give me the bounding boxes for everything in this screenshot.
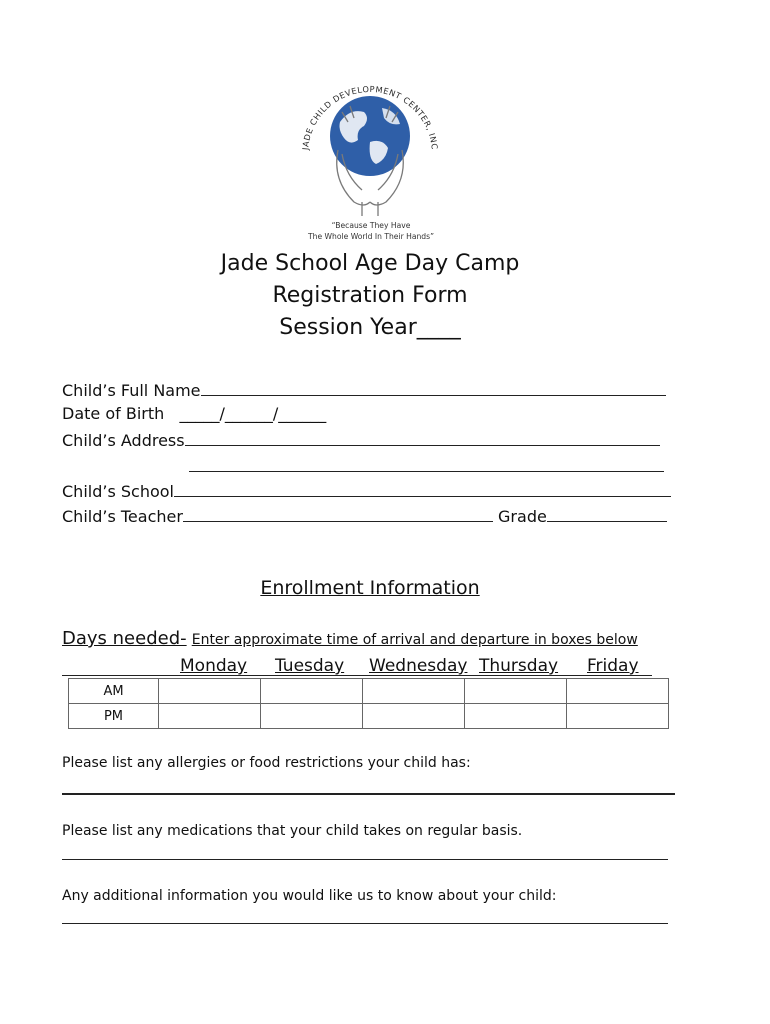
dob-field xyxy=(62,404,326,424)
days-needed-row xyxy=(62,628,638,649)
grade-label: Grade xyxy=(498,507,547,526)
days-underline-left xyxy=(62,675,178,676)
day-header-tuesday: Tuesday xyxy=(275,656,345,676)
allergies-question: Please list any allergies or food restrictions your child has: xyxy=(62,755,471,771)
days-needed-label: Days needed- xyxy=(62,628,187,649)
enrollment-heading: Enrollment Information xyxy=(260,577,480,599)
row-label-pm: PM xyxy=(69,704,159,729)
cell-am-monday[interactable] xyxy=(159,679,261,704)
additional-info-question: Any additional information you would like us to know about your child: xyxy=(62,888,557,904)
school-field xyxy=(62,480,671,502)
medications-question: Please list any medications that your child takes on regular basis. xyxy=(62,823,523,839)
day-header-wednesday: Wednesday xyxy=(369,656,468,676)
row-label-am: AM xyxy=(69,679,159,704)
cell-am-thursday[interactable] xyxy=(465,679,567,704)
logo-org-name: JADE CHILD DEVELOPMENT CENTER, INC xyxy=(300,83,440,151)
school-label: Child’s School xyxy=(62,482,174,501)
teacher-field xyxy=(62,505,667,527)
teacher-line[interactable] xyxy=(183,505,493,522)
full-name-line[interactable] xyxy=(201,379,666,396)
address-line-2[interactable] xyxy=(189,471,664,472)
address-line-1[interactable] xyxy=(185,429,660,446)
globe-icon xyxy=(330,96,410,176)
additional-info-answer-line[interactable] xyxy=(62,923,668,924)
schedule-row-am xyxy=(69,679,669,704)
schedule-table xyxy=(68,678,669,729)
full-name-field xyxy=(62,379,666,401)
form-title: Jade School Age Day Camp xyxy=(220,251,520,276)
cell-pm-friday[interactable] xyxy=(567,704,669,729)
medications-answer-line[interactable] xyxy=(62,859,668,860)
schedule-row-pm xyxy=(69,704,669,729)
teacher-label: Child’s Teacher xyxy=(62,507,183,526)
cell-pm-thursday[interactable] xyxy=(465,704,567,729)
full-name-label: Child’s Full Name xyxy=(62,381,201,400)
cell-pm-tuesday[interactable] xyxy=(261,704,363,729)
session-year: Session Year____ xyxy=(279,315,461,340)
cell-am-tuesday[interactable] xyxy=(261,679,363,704)
day-header-friday: Friday xyxy=(587,656,639,676)
address-label: Child’s Address xyxy=(62,431,185,450)
cell-pm-wednesday[interactable] xyxy=(363,704,465,729)
jade-logo xyxy=(278,62,464,246)
days-instruction: Enter approximate time of arrival and departure in boxes below xyxy=(191,632,638,648)
form-subtitle: Registration Form xyxy=(272,283,468,308)
logo-tagline-2: The Whole World In Their Hands” xyxy=(308,232,434,241)
dob-blank[interactable]: _____/______/______ xyxy=(179,404,327,423)
day-header-monday: Monday xyxy=(180,656,248,676)
school-line[interactable] xyxy=(174,480,671,497)
day-header-thursday: Thursday xyxy=(479,656,559,676)
cell-am-wednesday[interactable] xyxy=(363,679,465,704)
address-field xyxy=(62,429,660,451)
cell-pm-monday[interactable] xyxy=(159,704,261,729)
dob-label: Date of Birth xyxy=(62,404,165,423)
grade-line[interactable] xyxy=(547,505,667,522)
allergies-answer-line[interactable] xyxy=(62,793,675,795)
logo-tagline-1: “Because They Have xyxy=(331,221,411,230)
cell-am-friday[interactable] xyxy=(567,679,669,704)
